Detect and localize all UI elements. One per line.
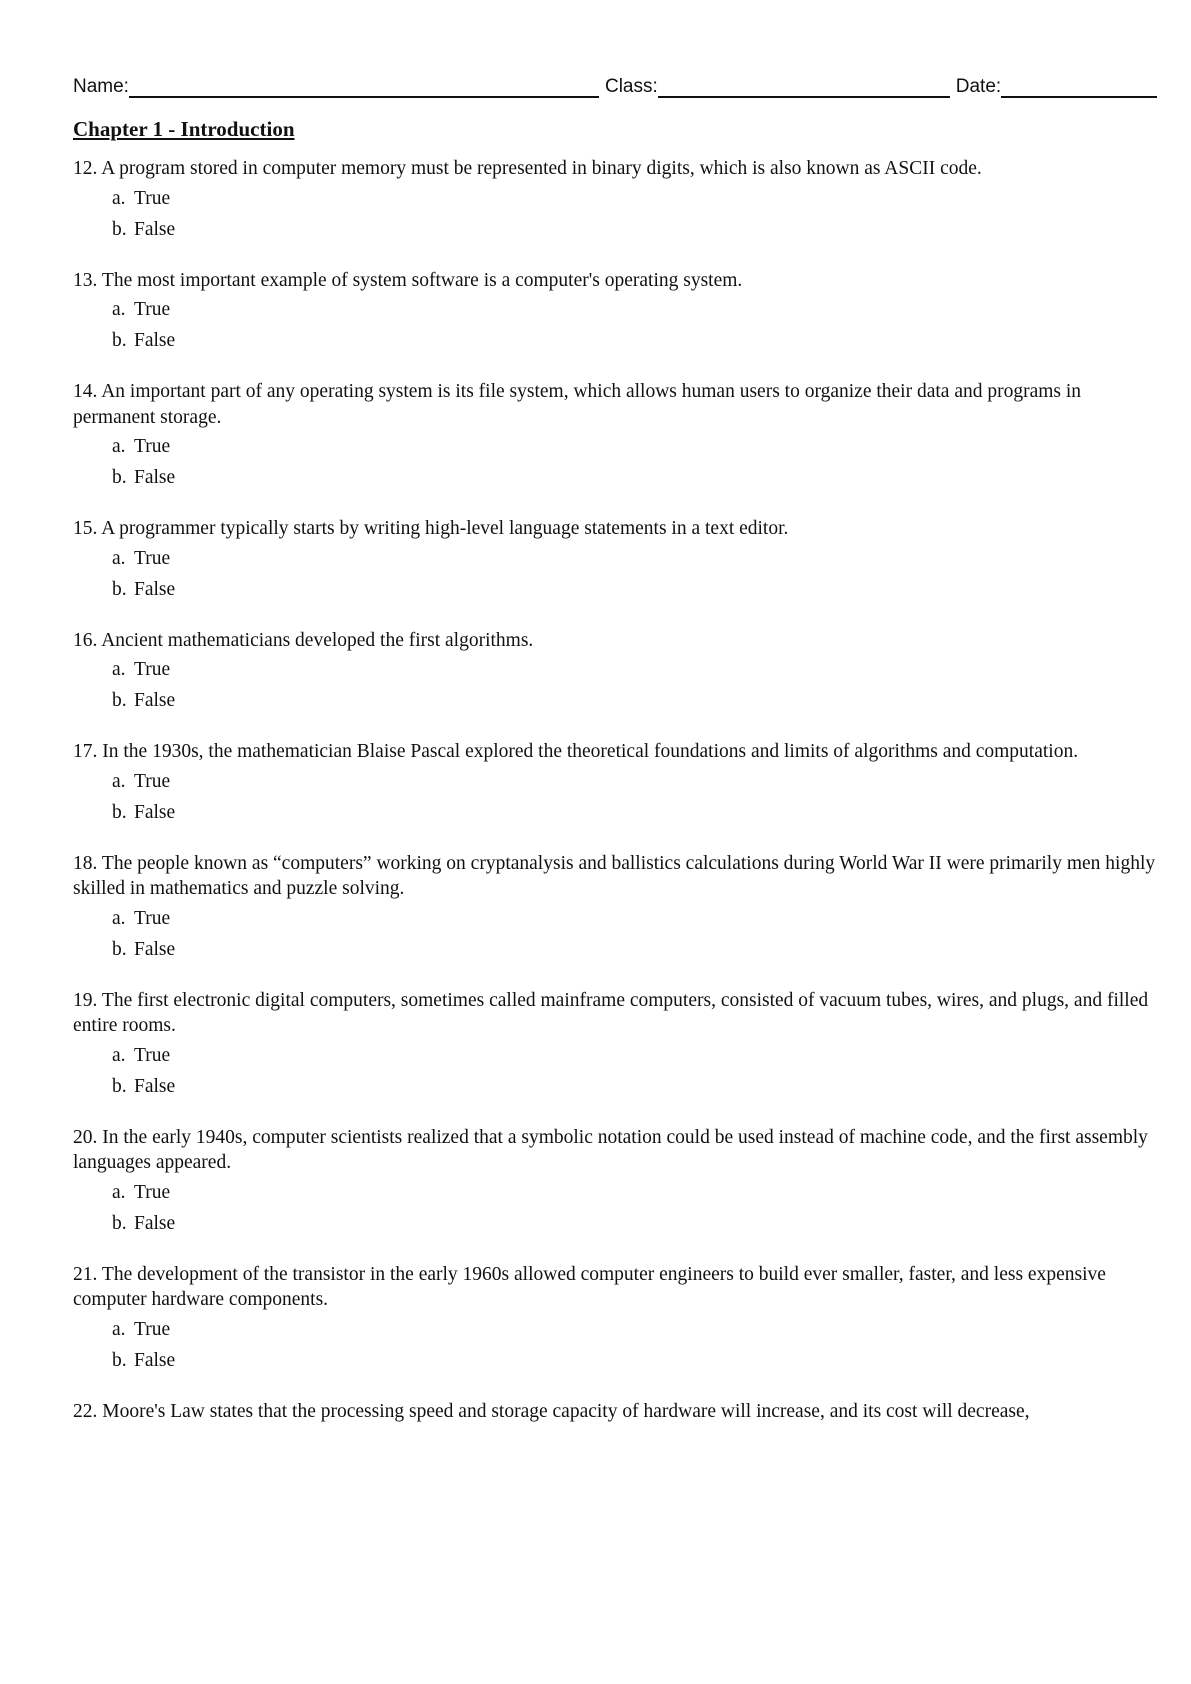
option-label: False	[134, 1212, 176, 1234]
question-text	[73, 988, 1161, 1039]
option-letter: b.	[112, 578, 127, 600]
option-letter: b.	[112, 690, 127, 711]
question-text	[73, 516, 1161, 542]
answer-option[interactable]	[112, 766, 1161, 797]
answer-option[interactable]	[112, 1314, 1161, 1345]
header-row	[73, 70, 1161, 98]
option-label: False	[134, 1075, 176, 1097]
name-label: Name:	[73, 76, 129, 97]
option-letter: a.	[112, 1044, 126, 1066]
option-letter: b.	[112, 1075, 127, 1097]
option-letter: b.	[112, 1349, 127, 1371]
question-text	[73, 268, 1161, 294]
worksheet-page	[73, 70, 1161, 1447]
answer-option[interactable]	[112, 1208, 1161, 1239]
question-statement: The most important example of system software is a computer's operating system.	[101, 269, 743, 291]
answer-option[interactable]	[112, 325, 1161, 356]
class-label: Class:	[604, 76, 658, 97]
option-label: True	[134, 659, 171, 680]
question-item	[73, 1262, 1161, 1376]
option-letter: a.	[112, 1181, 126, 1203]
option-label: False	[134, 801, 176, 823]
question-number: 21.	[73, 1263, 98, 1285]
question-item	[73, 1399, 1161, 1425]
option-label: True	[134, 299, 171, 320]
answer-option[interactable]	[112, 1071, 1161, 1102]
question-number: 22.	[73, 1400, 98, 1422]
option-label: True	[134, 1318, 171, 1340]
answer-option[interactable]	[112, 797, 1161, 828]
answer-option[interactable]	[112, 654, 1161, 685]
question-statement: The people known as “computers” working on cryptanalysis and ballistics calculations during World War II were primarily men highly skilled in mathematics and puzzle solving.	[73, 852, 1156, 899]
name-field-line[interactable]	[129, 76, 599, 98]
answer-option[interactable]	[112, 431, 1161, 462]
chapter-title: Chapter 1 - Introduction	[73, 117, 295, 141]
option-label: True	[134, 770, 171, 792]
question-number: 14.	[73, 381, 98, 402]
question-number: 19.	[73, 989, 98, 1011]
question-statement: An important part of any operating system is its file system, which allows human users to organize their data and programs in permanent storage.	[73, 381, 1082, 428]
option-letter: a.	[112, 770, 126, 792]
answer-option[interactable]	[112, 685, 1161, 716]
question-item	[73, 851, 1161, 965]
option-label: True	[134, 1181, 171, 1203]
option-letter: b.	[112, 218, 127, 240]
option-letter: a.	[112, 1318, 126, 1340]
option-letter: a.	[112, 907, 126, 929]
question-text	[73, 1125, 1161, 1176]
question-text	[73, 628, 1161, 654]
option-letter: b.	[112, 330, 127, 351]
option-label: False	[134, 218, 176, 240]
question-text	[73, 156, 1161, 182]
answer-option[interactable]	[112, 183, 1161, 214]
option-label: True	[134, 907, 171, 929]
question-statement: A programmer typically starts by writing high-level language statements in a text editor.	[101, 518, 789, 539]
option-label: False	[134, 330, 176, 351]
option-label: False	[134, 938, 176, 960]
question-number: 15.	[73, 518, 98, 539]
answer-option[interactable]	[112, 1040, 1161, 1071]
option-label: True	[134, 547, 171, 569]
option-letter: a.	[112, 659, 126, 680]
question-item	[73, 1125, 1161, 1239]
date-label: Date:	[955, 76, 1002, 97]
question-statement: The development of the transistor in the early 1960s allowed computer engineers to build ever smaller, faster, and less expensive computer hardware components.	[73, 1263, 1106, 1310]
question-text	[73, 1262, 1161, 1313]
question-list	[73, 156, 1161, 1424]
question-number: 18.	[73, 852, 98, 874]
option-letter: b.	[112, 801, 127, 823]
question-number: 17.	[73, 741, 98, 762]
answer-option[interactable]	[112, 1345, 1161, 1376]
question-text	[73, 1399, 1161, 1425]
question-statement: The first electronic digital computers, sometimes called mainframe computers, consisted of vacuum tubes, wires, and plugs, and filled entire rooms.	[73, 989, 1149, 1036]
option-label: True	[134, 436, 171, 457]
option-label: True	[134, 187, 171, 209]
question-statement: In the 1930s, the mathematician Blaise Pascal explored the theoretical foundations and limits of algorithms and computation.	[102, 741, 1079, 762]
question-item	[73, 988, 1161, 1102]
answer-option[interactable]	[112, 214, 1161, 245]
question-number: 20.	[73, 1126, 98, 1148]
option-letter: a.	[112, 187, 126, 209]
question-item	[73, 739, 1161, 828]
option-letter: a.	[112, 299, 126, 320]
option-letter: a.	[112, 436, 126, 457]
question-number: 12.	[73, 158, 98, 179]
question-item	[73, 268, 1161, 357]
question-text	[73, 739, 1161, 765]
class-field-line[interactable]	[658, 76, 950, 98]
option-label: False	[134, 578, 176, 600]
option-letter: b.	[112, 467, 127, 488]
option-letter: b.	[112, 938, 127, 960]
option-label: True	[134, 1044, 171, 1066]
option-letter: a.	[112, 547, 126, 569]
option-label: False	[134, 467, 176, 488]
option-label: False	[134, 690, 176, 711]
question-text	[73, 379, 1161, 430]
answer-option[interactable]	[112, 294, 1161, 325]
answer-option[interactable]	[112, 934, 1161, 965]
question-item	[73, 628, 1161, 717]
question-item	[73, 156, 1161, 245]
question-statement: Ancient mathematicians developed the first algorithms.	[101, 629, 534, 651]
question-number: 16.	[73, 629, 98, 651]
question-number: 13.	[73, 269, 98, 291]
question-item	[73, 516, 1161, 605]
question-statement: A program stored in computer memory must be represented in binary digits, which is also known as ASCII code.	[101, 158, 982, 179]
answer-option[interactable]	[112, 574, 1161, 605]
option-letter: b.	[112, 1212, 127, 1234]
answer-option[interactable]	[112, 543, 1161, 574]
answer-option[interactable]	[112, 903, 1161, 934]
question-text	[73, 851, 1161, 902]
answer-option[interactable]	[112, 1177, 1161, 1208]
date-field-line[interactable]	[1001, 76, 1157, 98]
question-item	[73, 379, 1161, 493]
question-statement: In the early 1940s, computer scientists realized that a symbolic notation could be used instead of machine code, and the first assembly languages appeared.	[73, 1126, 1148, 1173]
answer-option[interactable]	[112, 462, 1161, 493]
question-statement: Moore's Law states that the processing speed and storage capacity of hardware will increase, and its cost will decrease,	[102, 1400, 1030, 1422]
option-label: False	[134, 1349, 176, 1371]
